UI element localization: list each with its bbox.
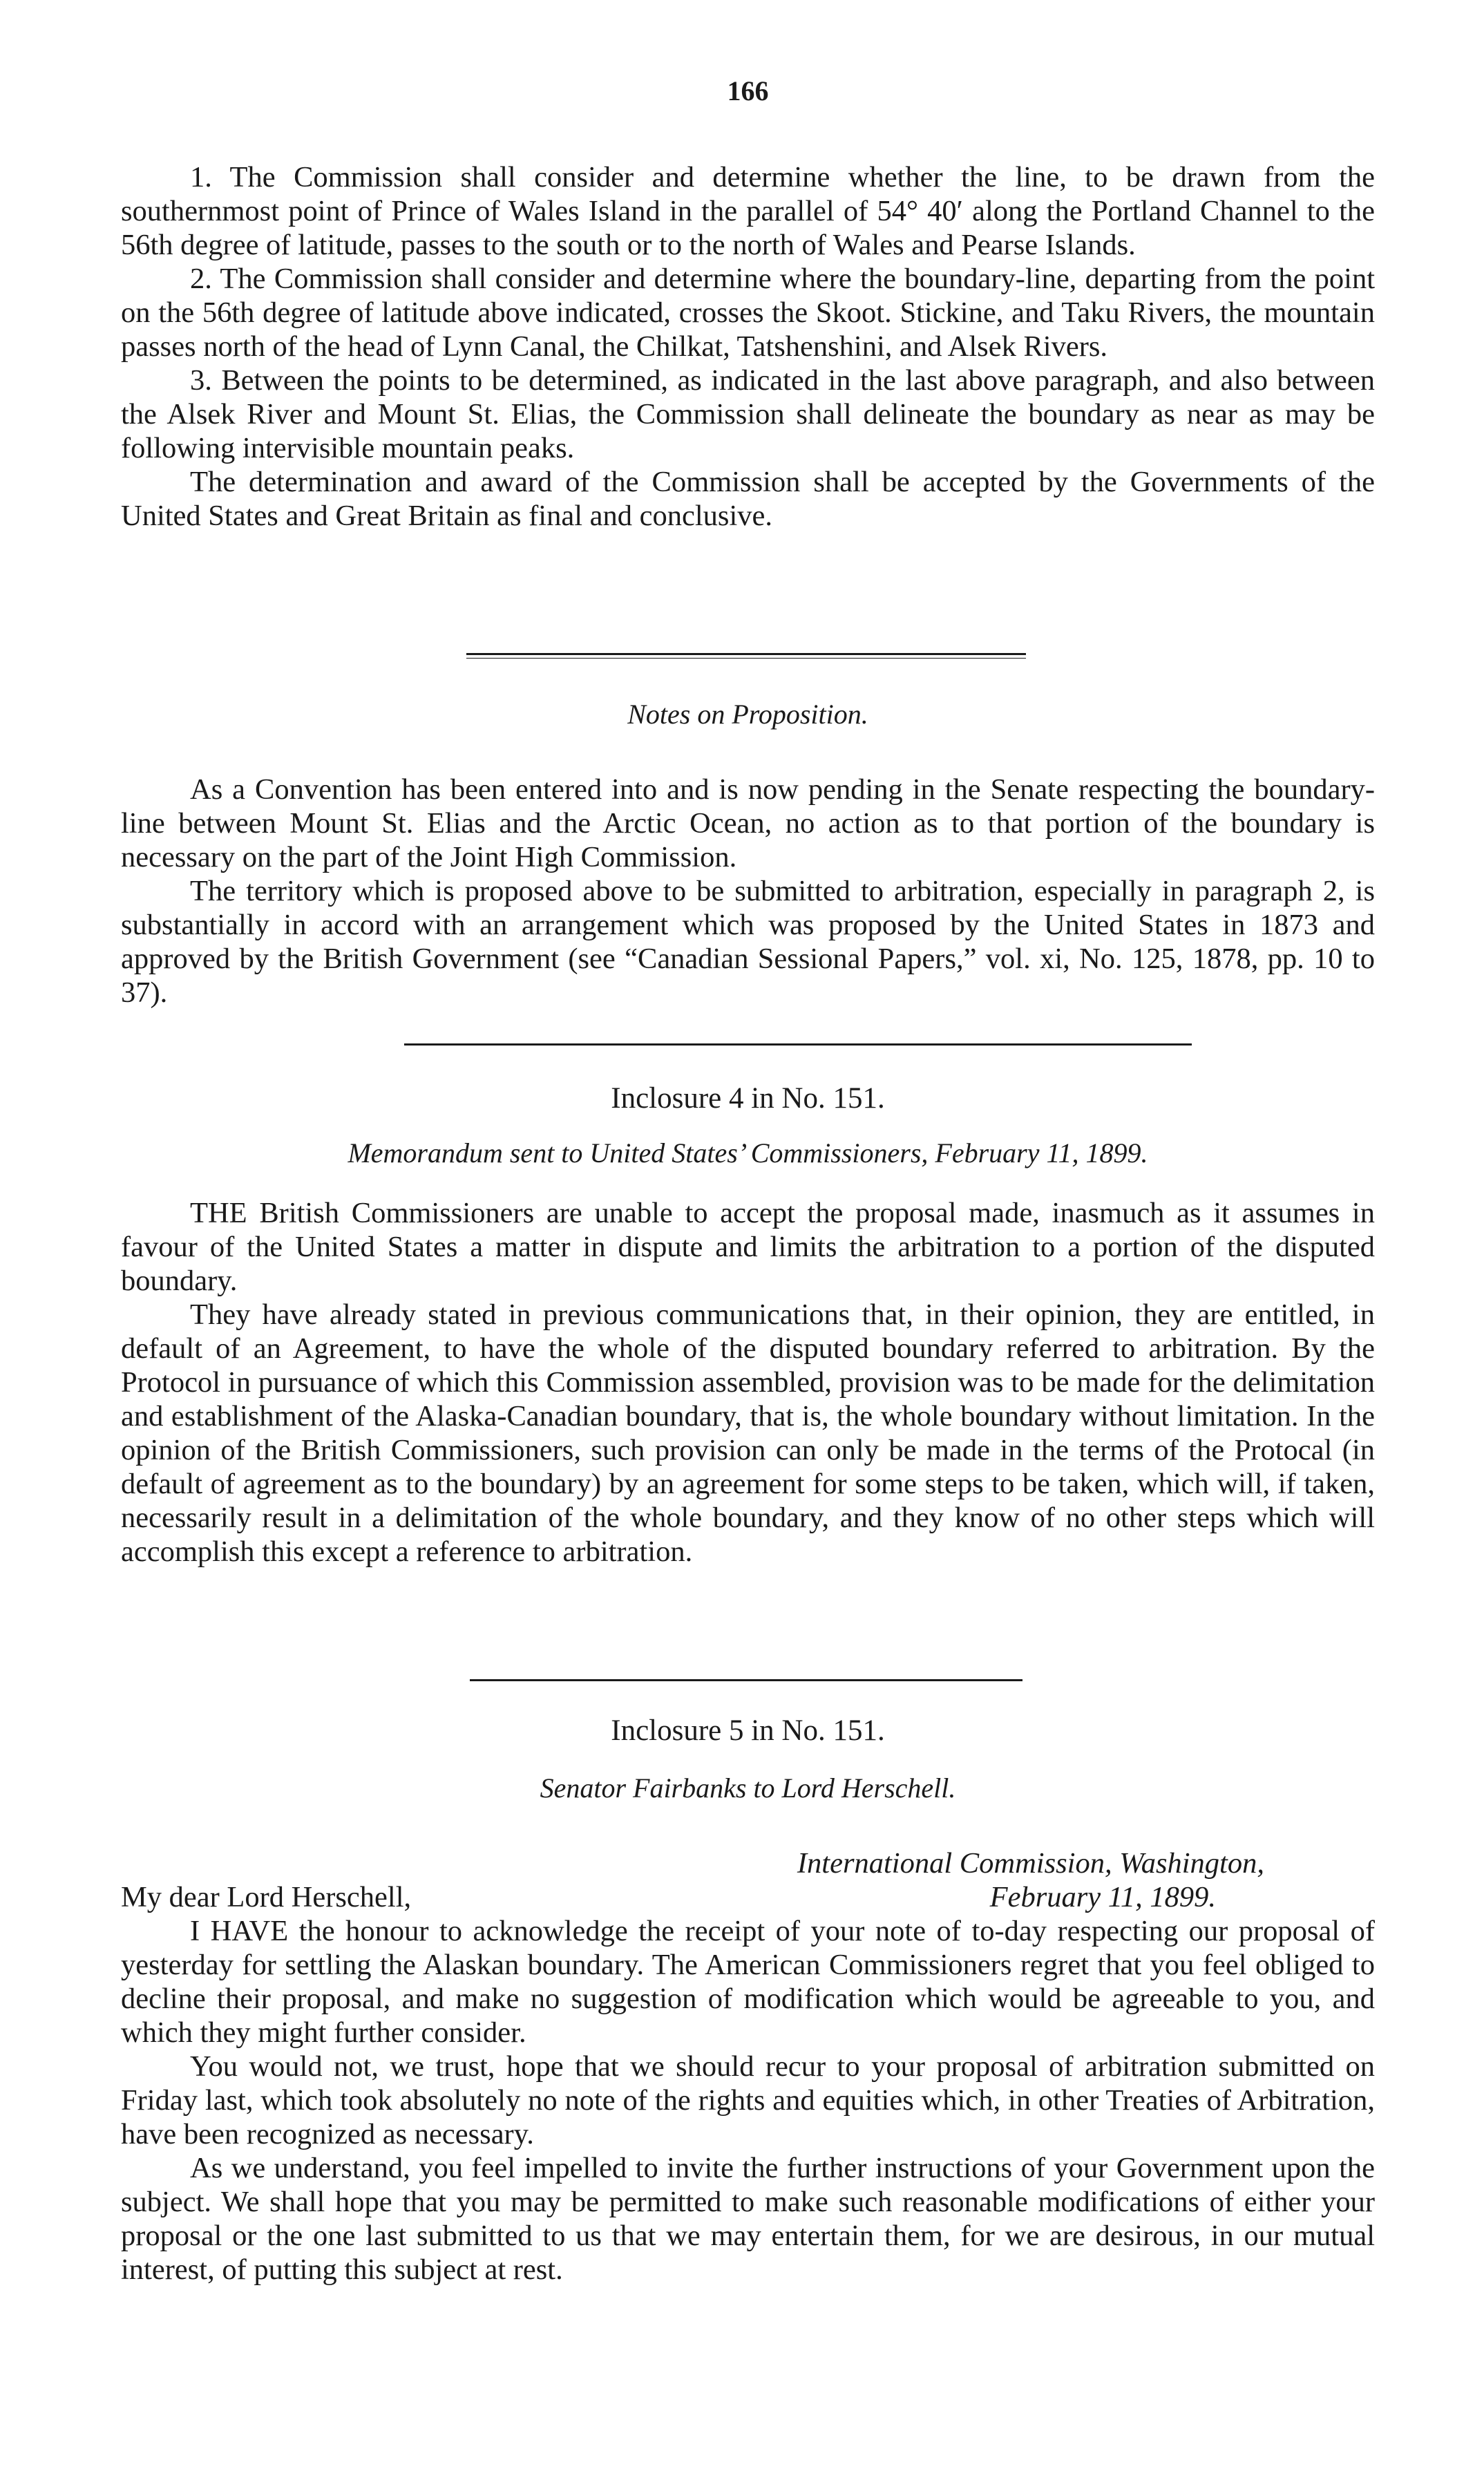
notes-title: Notes on Proposition.: [627, 699, 868, 730]
letter-date: February 11, 1899.: [989, 1881, 1216, 1913]
inclosure-5-section: [121, 1714, 1375, 2287]
page-number: 166: [727, 75, 769, 106]
proposition-section: [121, 160, 1375, 533]
inclosure-4-heading: Inclosure 4 in No. 151.: [611, 1082, 885, 1115]
proposition-paragraph-1: 1. The Commission shall consider and determine whether the line, to be drawn from the southernmost point of Prince of Wales Island in the parallel of 54° 40′ along the Portland Channel to the 56th degree of latitude, passes to the south or to the north of Wales and Pearse Islands.: [121, 161, 1375, 261]
letter-paragraph-2: You would not, we trust, hope that we should recur to your proposal of arbitration submitted on Friday last, which took absolutely no note of the rights and equities which, in other Treaties of Arbitration, have been recognized as necessary.: [121, 2050, 1375, 2150]
proposition-paragraph-3: 3. Between the points to be determined, as indicated in the last above paragraph, and also between the Alsek River and Mount St. Elias, the Commission shall delineate the boundary as near as may be following intervisible mountain peaks.: [121, 364, 1375, 464]
notes-paragraph-2: The territory which is proposed above to be submitted to arbitration, especially in paragraph 2, is substantially in accord with an arrangement which was proposed by the United States in 1873 and approved by the British Government (see “Canadian Sessional Papers,” vol. xi, No. 125, 1878, pp. 10 to 37).: [121, 875, 1375, 1009]
section-divider: [470, 1679, 1022, 1681]
letter-salutation: My dear Lord Herschell,: [121, 1881, 412, 1913]
salutation-row: [121, 1880, 1375, 1914]
notes-section: [121, 698, 1375, 1010]
inclosure-5-subheading: Senator Fairbanks to Lord Herschell.: [540, 1772, 956, 1804]
inclosure-4-paragraph-2: They have already stated in previous communications that, in their opinion, they are entitled, in default of an Agreement, to have the whole of the disputed boundary referred to arbitration. By the Protocol in pursuance of which this Commission assembled, provision was to be made for the delimitation and establishment of the Alaska-Canadian boundary, that is, the whole boundary without limitation. In the opinion of the British Commissioners, such provision can only be made in the terms of the Protocal (in default of agreement as to the boundary) by an agreement for some steps to be taken, which will, if taken, necessarily result in a delimitation of the whole boundary, and they know of no other steps which will accomplish this except a reference to arbitration.: [121, 1298, 1375, 1568]
letter-place: International Commission, Washington,: [797, 1847, 1264, 1880]
proposition-paragraph-4: The determination and award of the Commission shall be accepted by the Governments of the United States and Great Britain as final and conclusive.: [121, 466, 1375, 532]
inclosure-4-subheading: Memorandum sent to United States’ Commissioners, February 11, 1899.: [348, 1137, 1148, 1169]
notes-paragraph-1: As a Convention has been entered into and is now pending in the Senate respecting the boundary-line between Mount St. Elias and the Arctic Ocean, no action as to that portion of the boundary is necessary on the part of the Joint High Commission.: [121, 773, 1375, 873]
section-divider: [466, 653, 1026, 655]
inclosure-4-paragraph-1: THE British Commissioners are unable to accept the proposal made, inasmuch as it assumes in favour of the United States a matter in dispute and limits the arbitration to a portion of the disputed boundary.: [121, 1197, 1375, 1297]
proposition-paragraph-2: 2. The Commission shall consider and determine where the boundary-line, departing from the point on the 56th degree of latitude above indicated, crosses the Skoot. Stickine, and Taku Rivers, the mountain passes north of the head of Lynn Canal, the Chilkat, Tatshenshini, and Alsek Rivers.: [121, 263, 1375, 363]
section-divider: [404, 1043, 1192, 1046]
inclosure-5-heading: Inclosure 5 in No. 151.: [611, 1714, 885, 1747]
inclosure-4-section: [121, 1081, 1375, 1569]
letter-paragraph-1: I HAVE the honour to acknowledge the receipt of your note of to-day respecting our proposal of yesterday for settling the Alaskan boundary. The American Commissioners regret that you feel obliged to decline their proposal, and make no suggestion of modification which would be agreeable to you, and which they might further consider.: [121, 1915, 1375, 2049]
letter-paragraph-3: As we understand, you feel impelled to invite the further instructions of your Government upon the subject. We shall hope that you may be permitted to make such reasonable modifications of either your proposal or the one last submitted to us that we may entertain them, for we are desirous, in our mutual interest, of putting this subject at rest.: [121, 2152, 1375, 2286]
